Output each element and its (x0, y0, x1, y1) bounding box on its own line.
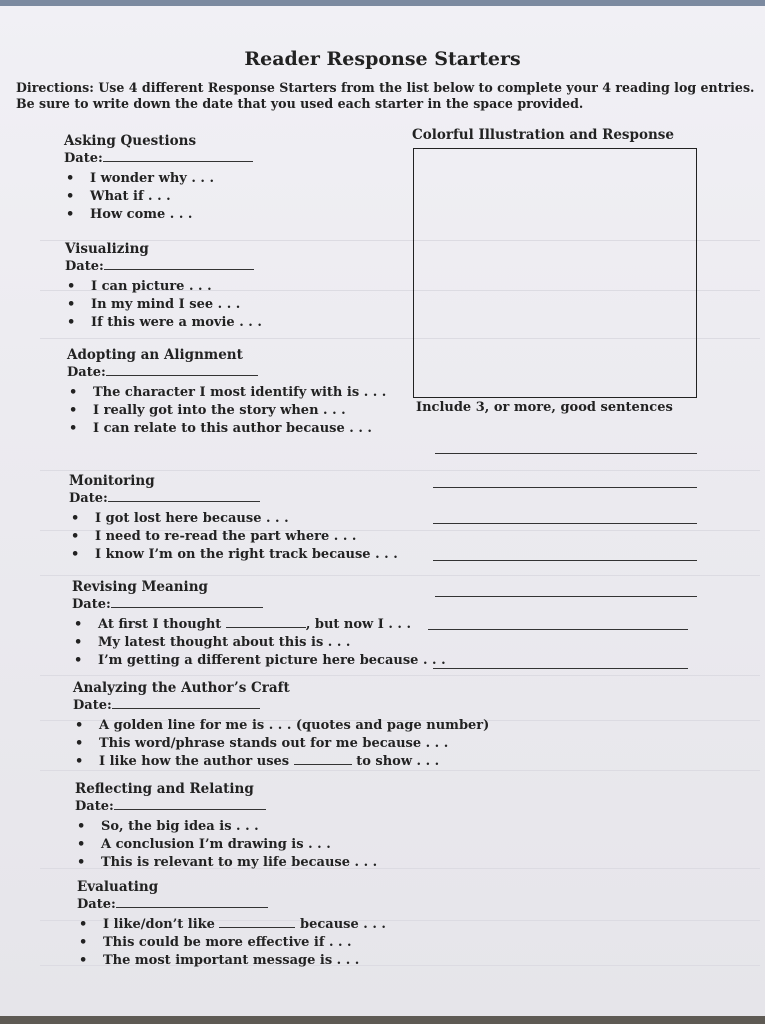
section-analyzing-authors-craft (73, 679, 489, 771)
starter-text: The most important message is . . . (103, 953, 360, 968)
starter-text: So, the big idea is . . . (101, 819, 259, 834)
starter-item (69, 384, 387, 402)
response-line[interactable] (433, 668, 688, 669)
starter-text: I wonder why . . . (90, 171, 215, 186)
section-monitoring (69, 472, 398, 564)
bleed-line (40, 575, 760, 576)
date-blank[interactable] (112, 697, 260, 709)
date-label: Date: (65, 259, 104, 274)
bullet-icon: • (77, 855, 86, 870)
starter-item (71, 510, 398, 528)
bleed-line (40, 675, 760, 676)
starter-text: At first I thought (98, 617, 222, 632)
bullet-icon: • (67, 315, 76, 330)
starter-item (75, 753, 489, 771)
starter-text: I can picture . . . (91, 279, 212, 294)
date-field[interactable] (67, 364, 386, 382)
starter-item (71, 528, 398, 546)
date-field[interactable] (77, 896, 386, 914)
date-field[interactable] (73, 697, 489, 715)
bullet-icon: • (79, 935, 88, 950)
starter-text: , but now I . . . (305, 617, 412, 632)
directions-label: Directions: (16, 80, 94, 95)
bullet-icon: • (69, 403, 78, 418)
bullet-icon: • (79, 917, 88, 932)
directions-text-2: Be sure to write down the date that you used each starter in the space provided. (16, 96, 584, 111)
date-label: Date: (75, 799, 114, 814)
section-heading: Analyzing the Author’s Craft (73, 680, 290, 696)
section-revising-meaning (72, 578, 446, 670)
starter-item (69, 402, 386, 420)
bullet-icon: • (75, 736, 84, 751)
starter-item (67, 278, 262, 296)
date-blank[interactable] (103, 150, 253, 162)
starter-text: I really got into the story when . . . (93, 403, 346, 418)
date-label: Date: (67, 365, 106, 380)
bullet-icon: • (74, 617, 83, 632)
bullet-icon: • (69, 385, 78, 400)
response-line[interactable] (435, 596, 697, 597)
response-instruction: Include 3, or more, good sentences (416, 400, 673, 415)
date-blank[interactable] (108, 490, 260, 502)
section-evaluating (77, 878, 386, 970)
bullet-icon: • (66, 207, 75, 222)
fill-in-blank[interactable] (226, 616, 306, 628)
starter-text: I got lost here because . . . (95, 511, 289, 526)
starter-item (66, 188, 253, 206)
starter-text: In my mind I see . . . (91, 297, 241, 312)
starter-text: This word/phrase stands out for me because . . . (99, 736, 449, 751)
response-line[interactable] (433, 560, 697, 561)
fill-in-blank[interactable] (294, 753, 352, 765)
bullet-icon: • (74, 635, 83, 650)
date-blank[interactable] (111, 596, 263, 608)
starter-item (67, 314, 262, 332)
starter-text: to show . . . (356, 754, 440, 769)
bullet-icon: • (77, 819, 86, 834)
section-asking-questions (64, 132, 253, 224)
bullet-icon: • (77, 837, 86, 852)
starter-item (67, 296, 262, 314)
date-blank[interactable] (104, 258, 254, 270)
starter-item (77, 854, 378, 872)
bullet-icon: • (66, 189, 75, 204)
section-heading: Adopting an Alignment (67, 347, 243, 363)
date-field[interactable] (64, 150, 253, 168)
starter-text: I can relate to this author because . . . (93, 421, 372, 436)
response-line[interactable] (433, 487, 697, 488)
section-heading: Asking Questions (64, 133, 197, 149)
fill-in-blank[interactable] (219, 916, 295, 928)
bullet-icon: • (66, 171, 75, 186)
starter-text: I’m getting a different picture here because . . . (98, 653, 446, 668)
starter-text: This is relevant to my life because . . . (101, 855, 378, 870)
starter-text: I like/don’t like (103, 917, 215, 932)
directions (16, 80, 756, 112)
starter-text: I need to re-read the part where . . . (95, 529, 357, 544)
bullet-icon: • (67, 279, 76, 294)
section-heading: Reflecting and Relating (75, 781, 254, 797)
starter-item (66, 206, 253, 224)
bullet-icon: • (69, 421, 78, 436)
bleed-line (40, 470, 760, 471)
date-label: Date: (69, 491, 108, 506)
starter-text: How come . . . (90, 207, 193, 222)
starter-item (66, 170, 253, 188)
starter-text: What if . . . (90, 189, 171, 204)
date-field[interactable] (65, 258, 262, 276)
response-line[interactable] (433, 523, 697, 524)
date-field[interactable] (75, 798, 377, 816)
illustration-heading: Colorful Illustration and Response (412, 127, 674, 143)
starter-text: I know I’m on the right track because . . . (95, 547, 398, 562)
date-blank[interactable] (114, 798, 266, 810)
starter-text: I like how the author uses (99, 754, 290, 769)
date-field[interactable] (72, 596, 446, 614)
section-heading: Revising Meaning (72, 579, 208, 595)
starter-item (77, 836, 377, 854)
starter-item (79, 916, 386, 934)
response-line[interactable] (428, 629, 688, 630)
section-heading: Monitoring (69, 473, 155, 489)
bullet-icon: • (71, 547, 80, 562)
section-adopting-an-alignment (67, 346, 386, 438)
starter-item (79, 952, 386, 970)
page-title: Reader Response Starters (244, 48, 521, 70)
section-visualizing (65, 240, 262, 332)
starter-item (75, 735, 489, 753)
starter-text: This could be more effective if . . . (103, 935, 352, 950)
starter-text: The character I most identify with is . . . (93, 385, 387, 400)
date-field[interactable] (69, 490, 398, 508)
starter-item (74, 634, 446, 652)
bullet-icon: • (71, 529, 80, 544)
starter-item (77, 818, 377, 836)
date-label: Date: (73, 698, 112, 713)
bullet-icon: • (75, 718, 84, 733)
starter-item (74, 652, 446, 670)
response-line[interactable] (435, 453, 697, 454)
section-heading: Evaluating (77, 879, 159, 895)
illustration-drawing-box[interactable] (413, 148, 697, 398)
date-label: Date: (64, 151, 103, 166)
starter-item (79, 934, 386, 952)
starter-text: because . . . (300, 917, 386, 932)
starter-item (69, 420, 386, 438)
page-top-edge (0, 0, 765, 6)
bullet-icon: • (79, 953, 88, 968)
date-blank[interactable] (106, 364, 258, 376)
starter-text: If this were a movie . . . (91, 315, 262, 330)
date-blank[interactable] (116, 896, 268, 908)
starter-text: A golden line for me is . . . (quotes and page number) (99, 718, 490, 733)
date-label: Date: (77, 897, 116, 912)
bullet-icon: • (67, 297, 76, 312)
bullet-icon: • (71, 511, 80, 526)
bullet-icon: • (74, 653, 83, 668)
section-heading: Visualizing (65, 241, 149, 257)
starter-item (74, 616, 446, 634)
date-label: Date: (72, 597, 111, 612)
bullet-icon: • (75, 754, 84, 769)
starter-item (75, 717, 490, 735)
starter-item (71, 546, 398, 564)
directions-text-1: Use 4 different Response Starters from the list below to complete your 4 reading log entries. (98, 80, 755, 95)
section-reflecting-and-relating (75, 780, 377, 872)
starter-text: A conclusion I’m drawing is . . . (101, 837, 331, 852)
starter-text: My latest thought about this is . . . (98, 635, 351, 650)
